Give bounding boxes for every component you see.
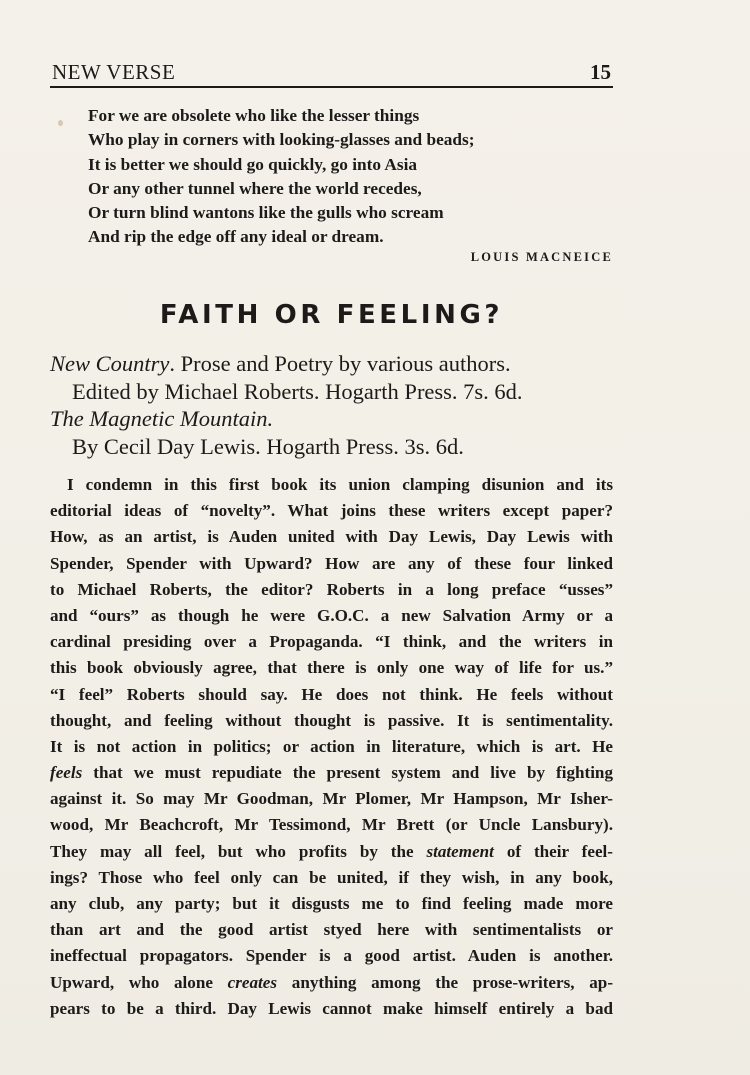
book1-details: . Prose and Poetry by various authors.	[169, 351, 511, 376]
book2-title: The Magnetic Mountain.	[50, 406, 274, 431]
body-line	[50, 760, 613, 786]
poem-line: Who play in corners with looking-glasses and beads;	[88, 130, 475, 150]
body-line	[50, 970, 613, 996]
poem-line: Or turn blind wantons like the gulls who scream	[88, 203, 444, 223]
body-line: thought, and feeling without thought is passive. It is sentimentality.	[50, 710, 613, 730]
running-header	[50, 58, 613, 88]
review-body	[50, 472, 613, 1022]
paper-stain	[58, 120, 63, 126]
body-line: against it. So may Mr Goodman, Mr Plomer, Mr Hampson, Mr Isher-	[50, 789, 613, 809]
poem-stanza	[88, 104, 608, 250]
book2-publication: By Cecil Day Lewis. Hogarth Press. 3s. 6d.	[72, 433, 464, 459]
body-line-text: Upward, who alone	[50, 972, 228, 992]
body-line-text: of their feel-	[493, 841, 613, 861]
emphasis-creates: creates	[227, 972, 278, 992]
body-line-text: that we must repudiate the present system and live by fighting	[82, 763, 613, 783]
body-line: and “ours” as though he were G.O.C. a new Salvation Army or a	[50, 605, 613, 625]
body-line: Spender, Spender with Upward? How are any of these four linked	[50, 553, 613, 573]
body-line: “I feel” Roberts should say. He does not think. He feels without	[50, 684, 613, 704]
body-line: cardinal presiding over a Propaganda. “I think, and the writers in	[50, 632, 613, 652]
book1-publication: Edited by Michael Roberts. Hogarth Press. 7s. 6d.	[72, 378, 523, 404]
book1-title: New Country	[50, 351, 170, 376]
emphasis-feels: feels	[50, 763, 83, 783]
poem-line: For we are obsolete who like the lesser things	[88, 106, 420, 125]
body-line: than art and the good artist styed here with sentimentalists or	[50, 920, 613, 940]
body-line: pears to be a third. Day Lewis cannot make himself entirely a bad	[50, 998, 613, 1018]
body-line	[50, 839, 613, 865]
reviewed-books	[50, 350, 620, 460]
body-line: to Michael Roberts, the editor? Roberts in a long preface “usses”	[50, 579, 613, 599]
body-line-text: They may all feel, but who profits by the	[50, 841, 427, 861]
body-line: editorial ideas of “novelty”. What joins these writers except paper?	[50, 501, 613, 521]
body-line: How, as an artist, is Auden united with Day Lewis, Day Lewis with	[50, 527, 613, 547]
poem-line: And rip the edge off any ideal or dream.	[88, 227, 384, 247]
body-line: It is not action in politics; or action in literature, which is art. He	[50, 736, 613, 756]
body-line: I condemn in this first book its union clamping disunion and its	[67, 475, 613, 494]
poem-line: It is better we should go quickly, go into Asia	[88, 154, 418, 174]
book2-heading	[50, 405, 620, 433]
poem-author: LOUIS MACNEICE	[470, 250, 613, 264]
body-line: wood, Mr Beachcroft, Mr Tessimond, Mr Brett (or Uncle Lansbury).	[50, 815, 613, 835]
journal-title: NEW VERSE	[52, 60, 176, 84]
article-title: FAITH OR FEELING?	[159, 300, 504, 330]
body-line-text: anything among the prose-writers, ap-	[277, 972, 614, 992]
emphasis-statement: statement	[426, 841, 494, 861]
book1-heading	[50, 350, 620, 378]
body-line: ineffectual propagators. Spender is a good artist. Auden is another.	[50, 946, 613, 966]
body-line: ings? Those who feel only can be united, if they wish, in any book,	[50, 867, 613, 887]
body-line: any club, any party; but it disgusts me to find feeling made more	[50, 894, 613, 913]
page-number: 15	[590, 60, 611, 84]
body-line: this book obviously agree, that there is only one way of life for us.”	[50, 658, 613, 678]
poem-line: Or any other tunnel where the world recedes,	[88, 178, 422, 198]
